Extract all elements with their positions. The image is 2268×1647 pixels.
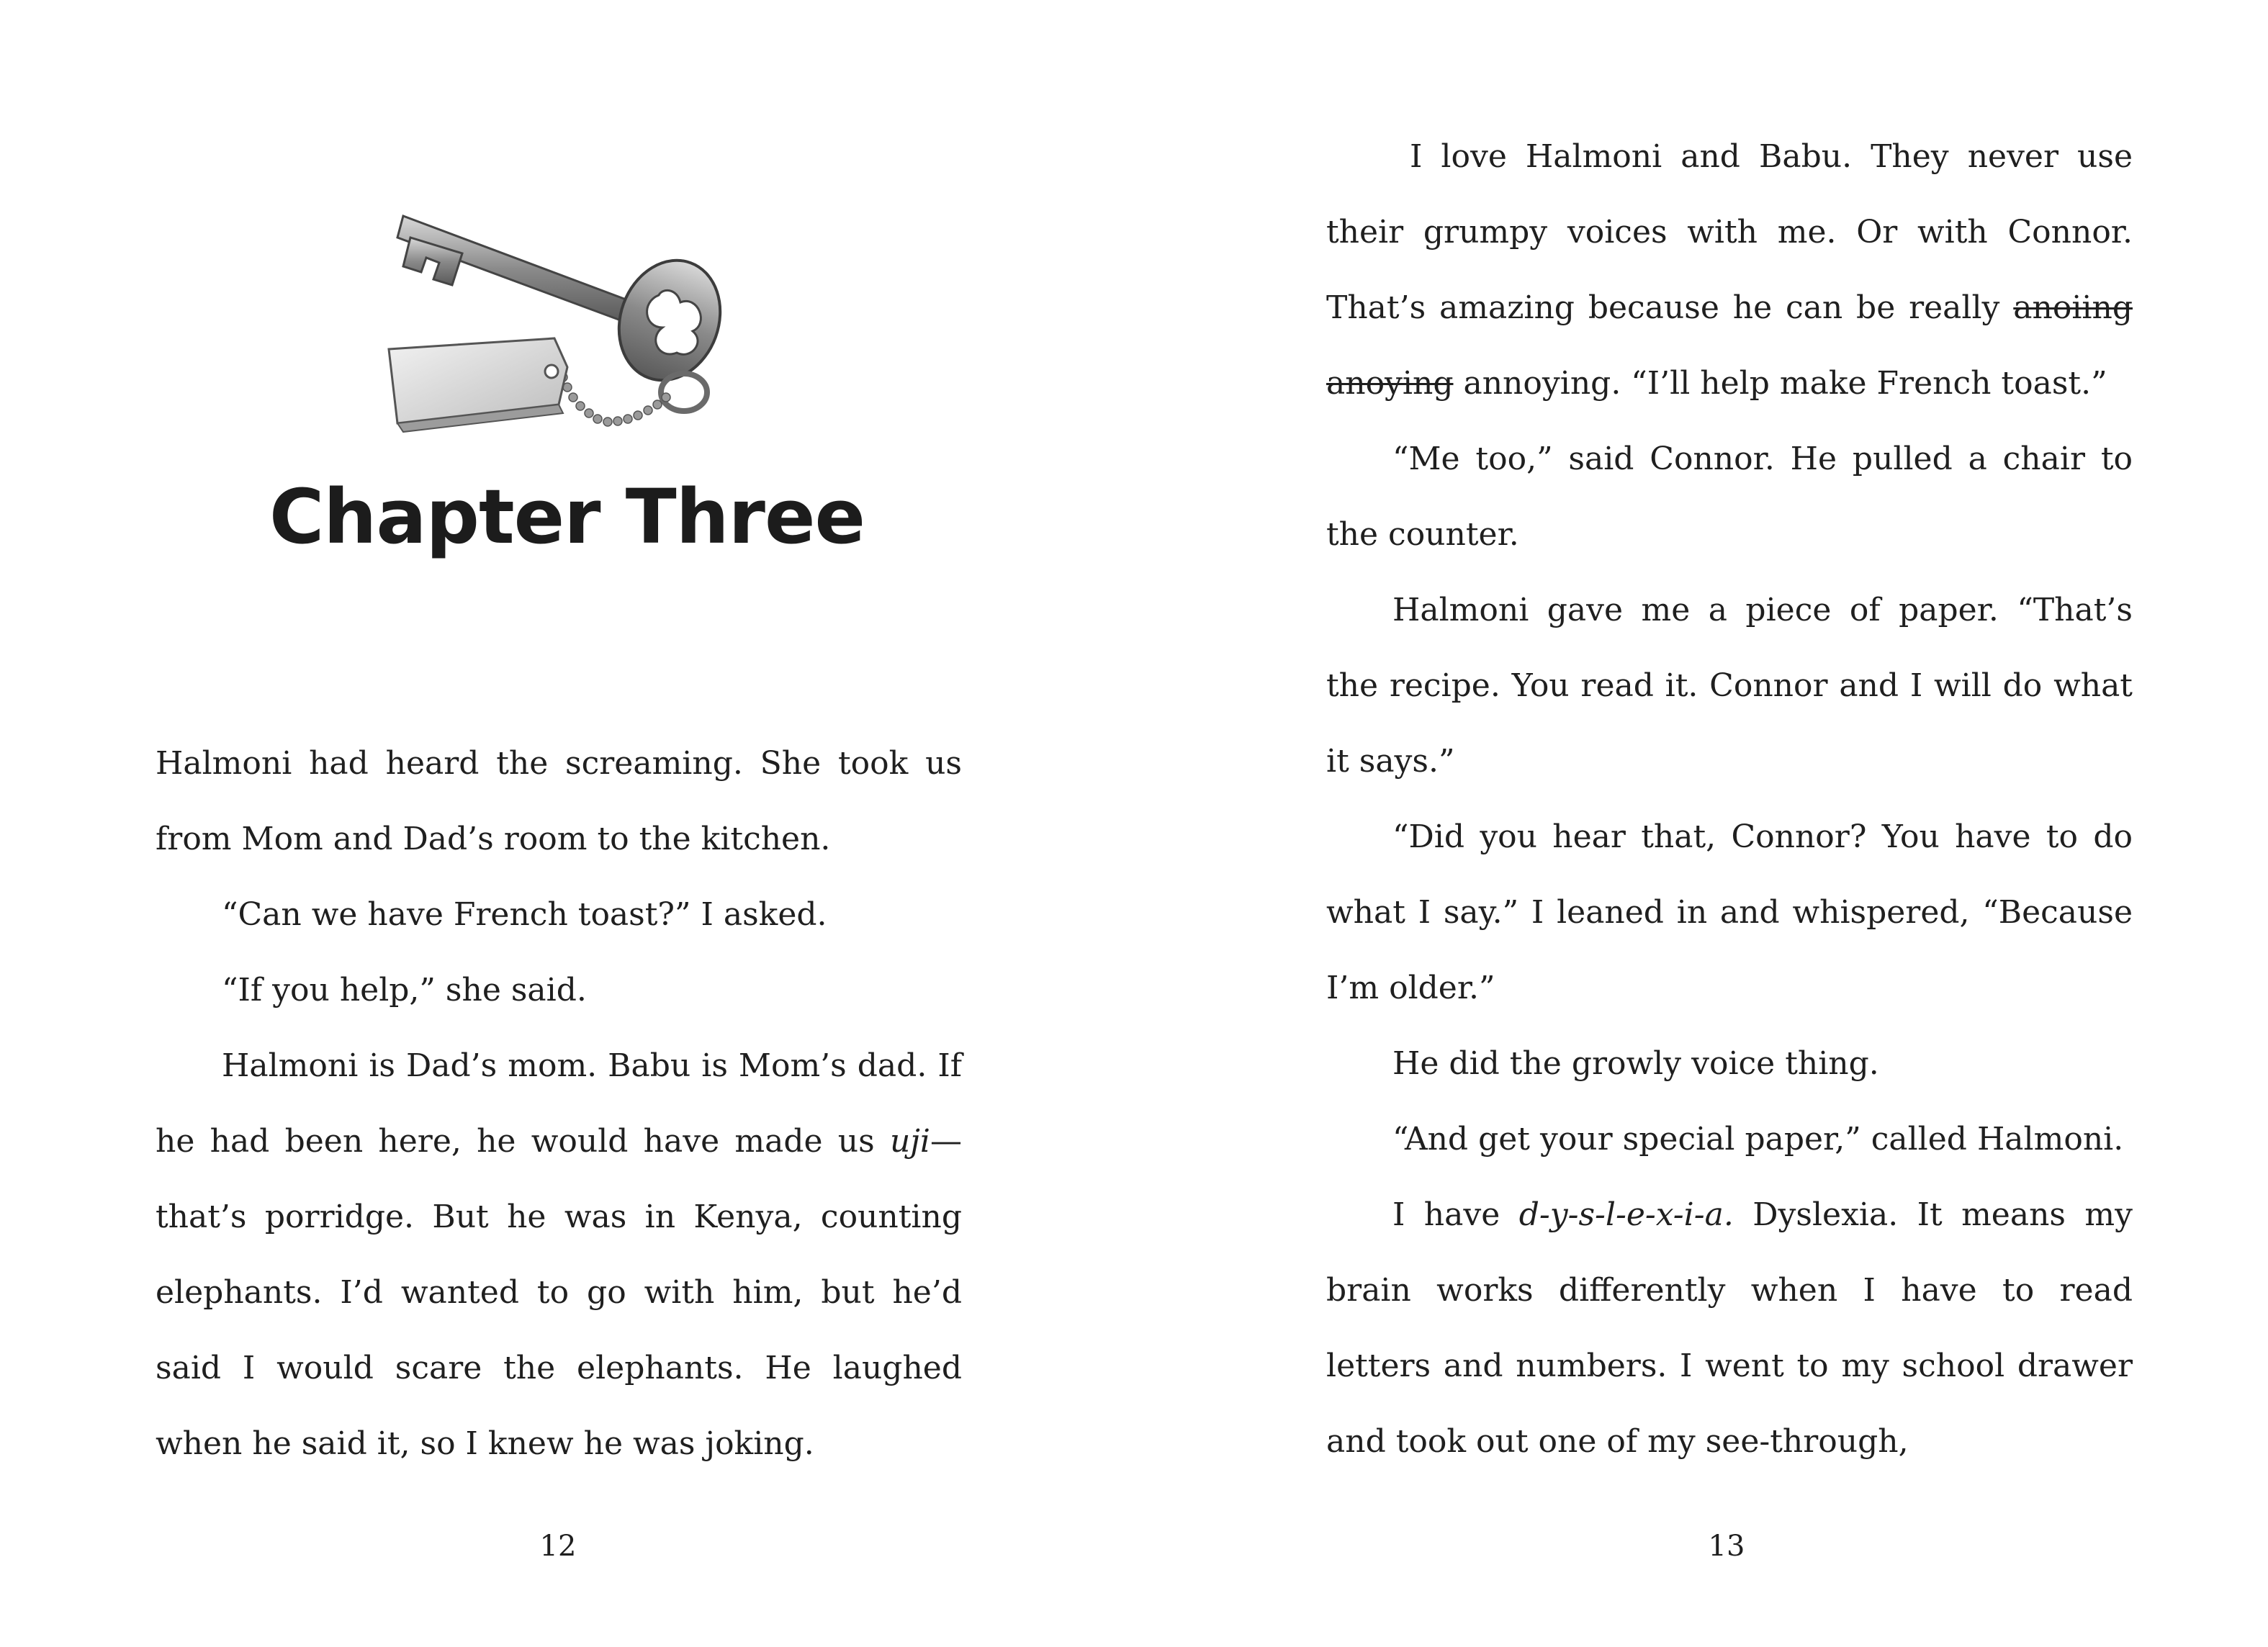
text-span: I have (1392, 1196, 1519, 1233)
paragraph (1326, 119, 2133, 421)
italic-word: d-y-s-l-e-x-i-a. (1518, 1196, 1734, 1233)
page-number: 12 (539, 1530, 577, 1563)
text-span: Halmoni is Dad’s mom. Babu is Mom’s dad. If he had been here, he would have made us (156, 1047, 962, 1160)
page-number: 13 (1708, 1530, 1745, 1563)
struck-word: anoiing (2013, 289, 2133, 326)
paragraph: “And get your special paper,” called Halmoni. (1392, 1121, 2124, 1158)
paragraph (156, 1028, 962, 1481)
paragraph: Halmoni gave me a piece of paper. “That’s the recipe. You read it. Connor and I will do what it says.” (1326, 592, 2133, 780)
text-span: annoying. “I’ll help make French toast.” (1453, 365, 2107, 402)
chapter-title: Chapter Three (269, 473, 865, 561)
right-body-text (1326, 119, 2133, 1479)
paragraph: Halmoni had heard the screaming. She took us from Mom and Dad’s room to the kitchen. (156, 745, 962, 857)
paragraph: “If you help,” she said. (222, 972, 587, 1008)
text-span: I love Halmoni and Babu. They never use their grumpy voices with me. Or with Connor. That’s amazing because he can be really (1326, 138, 2133, 326)
key-with-tag-icon (382, 194, 742, 439)
paragraph: He did the growly voice thing. (1392, 1045, 1879, 1082)
left-body-text (156, 726, 962, 1481)
paragraph: “Me too,” said Connor. He pulled a chair to the counter. (1326, 441, 2133, 553)
italic-word: uji (889, 1123, 930, 1160)
paragraph: “Can we have French toast?” I asked. (222, 896, 827, 933)
struck-word: anoying (1326, 365, 1454, 402)
paragraph: “Did you hear that, Connor? You have to do what I say.” I leaned in and whispered, “Because I’m older.” (1326, 818, 2133, 1006)
paragraph (1326, 1177, 2133, 1479)
right-page (1134, 0, 2268, 1647)
text-span: Dyslexia. It means my brain works differently when I have to read letters and numbers. I went to my school drawer and took out one of my see-through, (1326, 1196, 2133, 1460)
text-span: — that’s porridge. But he was in Kenya, counting elephants. I’d wanted to go with him, but he’d said I would scare the elephants. He laughed when he said it, so I knew he was joking. (156, 1123, 962, 1462)
